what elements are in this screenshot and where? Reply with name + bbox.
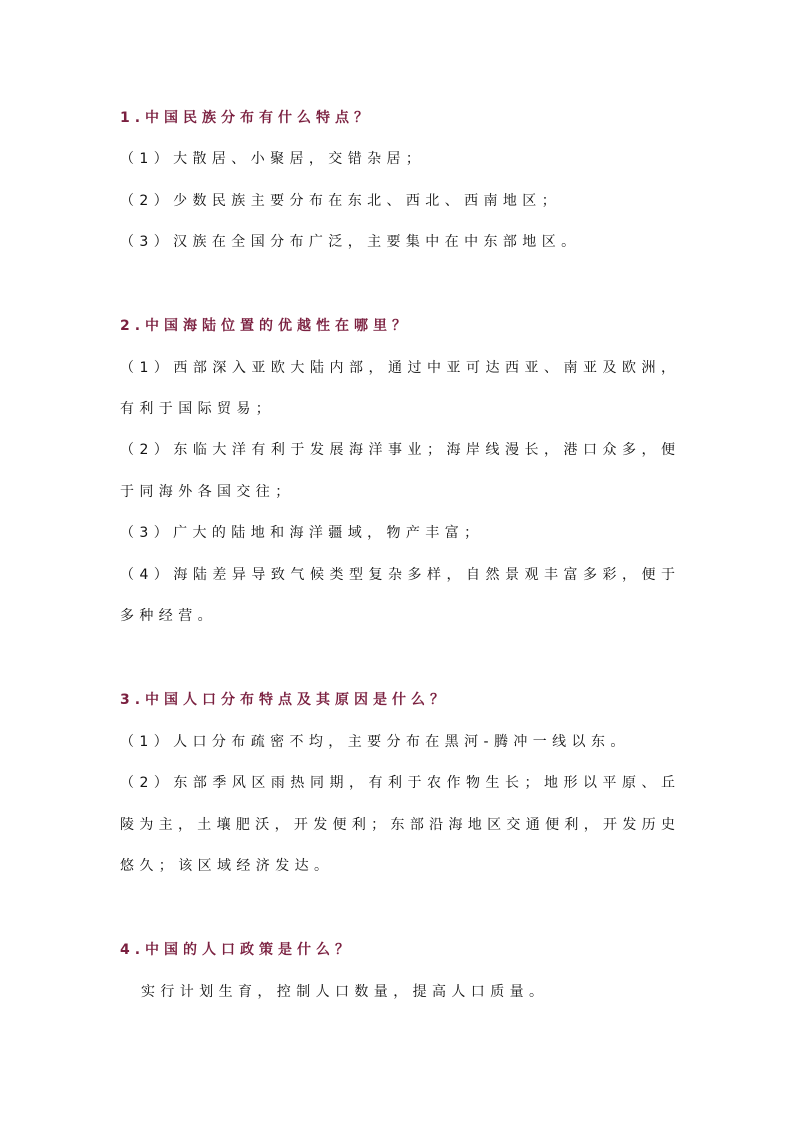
question-1-heading: 1.中国民族分布有什么特点？ [120, 110, 374, 126]
answer-2-line-2: 有利于国际贸易； [120, 401, 276, 417]
question-2-heading: 2.中国海陆位置的优越性在哪里？ [120, 318, 412, 334]
answer-1-line-1: （1）大散居、小聚居，交错杂居； [120, 151, 426, 167]
question-4-heading: 4.中国的人口政策是什么？ [120, 942, 355, 958]
answer-2-line-1: （1）西部深入亚欧大陆内部，通过中亚可达西亚、南亚及欧洲， [120, 360, 675, 376]
answer-3-line-3: 陵为主，土壤肥沃，开发便利；东部沿海地区交通便利，开发历史 [120, 817, 675, 833]
answer-2-line-6: （4）海陆差异导致气候类型复杂多样，自然景观丰富多彩，便于 [120, 567, 675, 583]
answer-1-line-3: （3）汉族在全国分布广泛，主要集中在中东部地区。 [120, 234, 581, 250]
answer-4-line-1: 实行计划生育，控制人口数量，提高人口质量。 [141, 984, 549, 1000]
answer-3-line-4: 悠久；该区域经济发达。 [120, 858, 334, 874]
answer-2-line-5: （3）广大的陆地和海洋疆域，物产丰富； [120, 525, 484, 541]
answer-2-line-3: （2）东临大洋有利于发展海洋事业；海岸线漫长，港口众多，便 [120, 442, 675, 458]
answer-2-line-4: 于同海外各国交往； [120, 484, 295, 500]
answer-3-line-2: （2）东部季风区雨热同期，有利于农作物生长；地形以平原、丘 [120, 775, 675, 791]
answer-2-line-7: 多种经营。 [120, 608, 217, 624]
question-3-heading: 3.中国人口分布特点及其原因是什么？ [120, 692, 450, 708]
answer-3-line-1: （1）人口分布疏密不均，主要分布在黑河-腾冲一线以东。 [120, 734, 630, 750]
answer-1-line-2: （2）少数民族主要分布在东北、西北、西南地区； [120, 193, 562, 209]
